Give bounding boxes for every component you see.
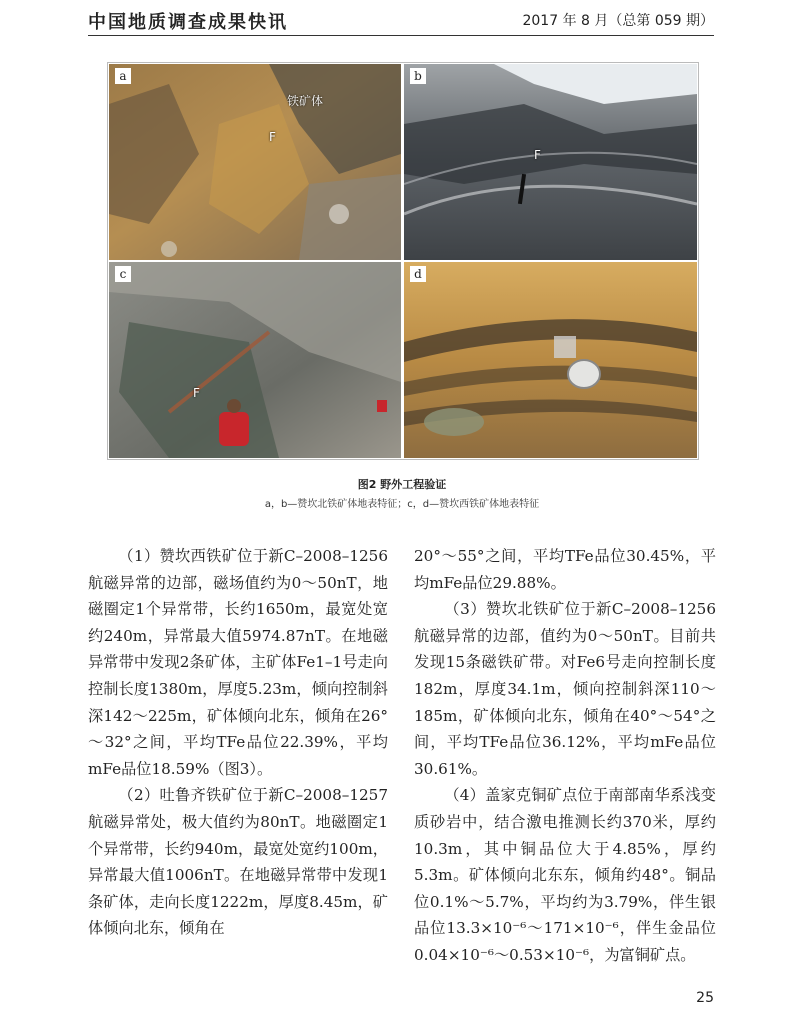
photo-c-image xyxy=(109,262,401,458)
figure-2 xyxy=(107,62,699,460)
body-column-left xyxy=(88,543,388,942)
body-column-right xyxy=(414,543,716,969)
paragraph-2-start: （2）吐鲁齐铁矿位于新C–2008–1257航磁异常处，极大值约为80nT。地磁圈定1个异常带，长约940m，最宽处宽约100m，异常最大值1006nT。在地磁异常带中发现1条矿体，走向长度1222m，厚度8.45m，矿体倾向北东，倾角在 xyxy=(88,786,388,938)
figure-caption-subtitle: a，b—赞坎北铁矿体地表特征；c，d—赞坎西铁矿体地表特征 xyxy=(264,499,540,510)
fault-label-c: F xyxy=(193,386,200,400)
photo-panel-c xyxy=(109,262,401,458)
photo-b-image xyxy=(404,64,697,260)
paragraph-3: （3）赞坎北铁矿位于新C–2008–1256航磁异常的边部，值约为0～50nT。目前共发现15条磁铁矿带。对Fe6号走向控制长度182m，厚度34.1m，倾向控制斜深110～185m，矿体倾向北东，倾角在40°～54°之间，平均TFe品位36.12%，平均mFe品位30.61%。 xyxy=(414,600,716,778)
photo-panel-d xyxy=(404,262,697,458)
issue-info: 2017 年 8 月（总第 059 期） xyxy=(522,13,714,29)
paragraph-4: （4）盖家克铜矿点位于南部南华系浅变质砂岩中，结合激电推测长约370米，厚约10.3m，其中铜品位大于4.85%，厚约5.3m。矿体倾向北东东，倾角约48°。铜品位0.1%～5.7%，平均约为3.79%，伴生银品位13.3×10⁻⁶～171×10⁻⁶，伴生金品位0.04×10⁻⁶～0.53×10⁻⁶，为富铜矿点。 xyxy=(414,786,716,964)
page-header xyxy=(88,8,714,34)
figure-caption-title: 图2 野外工程验证 xyxy=(357,478,447,491)
photo-panel-a xyxy=(109,64,401,260)
journal-title: 中国地质调查成果快讯 xyxy=(88,12,288,33)
panel-label-a: a xyxy=(115,68,131,84)
paragraph-1: （1）赞坎西铁矿位于新C–2008–1256航磁异常的边部，磁场值约为0～50nT，地磁圈定1个异常带，长约1650m，最宽处宽约240m，异常最大值5974.87nT。在地磁异常带中发现2条矿体，主矿体Fe1–1号走向控制长度1380m，厚度5.23m，倾向控制斜深142～225m，矿体倾向北东，倾角在26°～32°之间，平均TFe品位22.39%，平均mFe品位18.59%（图3）。 xyxy=(88,547,388,778)
paragraph-2-end: 20°～55°之间，平均TFe品位30.45%，平均mFe品位29.88%。 xyxy=(414,547,716,592)
photo-d-image xyxy=(404,262,697,458)
photo-panel-b xyxy=(404,64,697,260)
fault-label-b: F xyxy=(534,148,541,162)
header-rule xyxy=(88,35,714,36)
page-number: 25 xyxy=(696,990,714,1006)
photo-a-image xyxy=(109,64,401,260)
ore-body-label: 铁矿体 xyxy=(287,94,324,108)
panel-label-b: b xyxy=(410,68,426,84)
panel-label-c: c xyxy=(115,266,131,282)
panel-label-d: d xyxy=(410,266,426,282)
fault-label-a: F xyxy=(269,130,276,144)
